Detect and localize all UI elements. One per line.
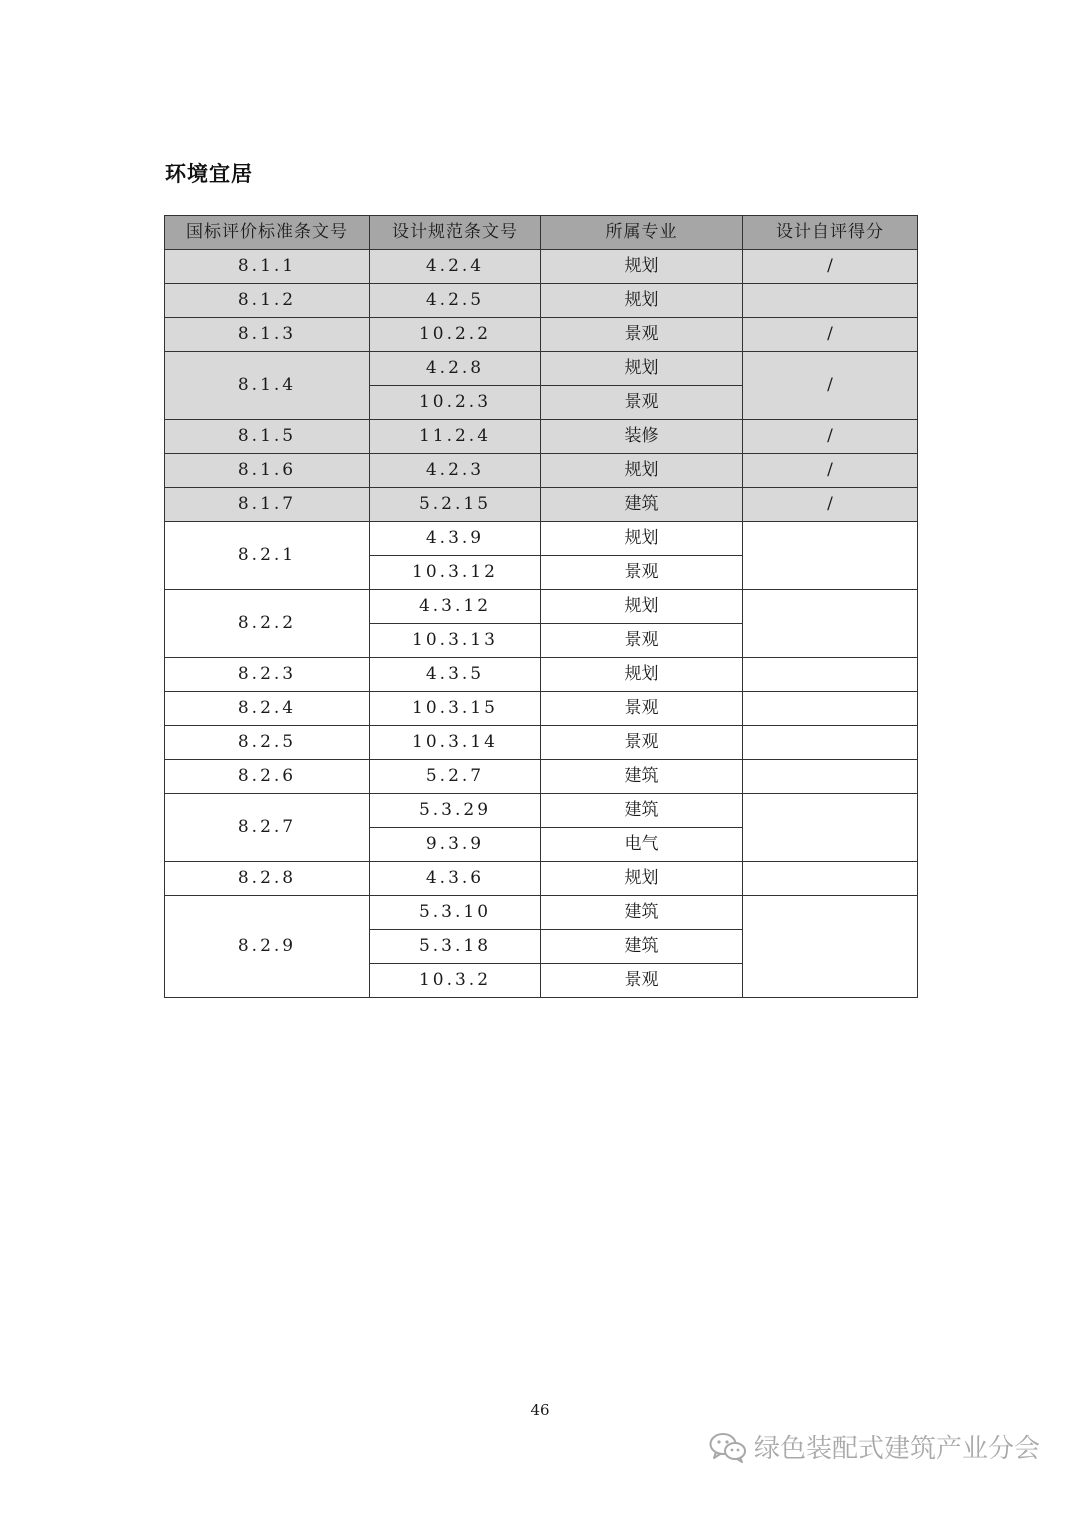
self-score-cell [743,896,918,998]
header-standard-clause: 国标评价标准条文号 [165,216,370,250]
section-heading: 环境宜居 [165,162,253,186]
design-clause-cell: 10.2.3 [370,386,541,420]
specialty-cell: 规划 [541,590,743,624]
self-score-cell: / [743,488,918,522]
design-clause-cell: 5.2.7 [370,760,541,794]
design-clause-cell: 10.2.2 [370,318,541,352]
design-clause-cell: 10.3.12 [370,556,541,590]
self-score-cell: / [743,454,918,488]
self-score-cell: / [743,420,918,454]
table-body [165,250,918,998]
table-row [165,760,918,794]
specialty-cell: 建筑 [541,930,743,964]
design-clause-cell: 9.3.9 [370,828,541,862]
design-clause-cell: 4.2.4 [370,250,541,284]
table-row [165,896,918,930]
standard-clause-cell: 8.1.2 [165,284,370,318]
self-score-cell [743,760,918,794]
table-row [165,726,918,760]
clause-table [164,215,918,998]
self-score-cell [743,284,918,318]
table-row [165,284,918,318]
design-clause-cell: 5.3.29 [370,794,541,828]
standard-clause-cell: 8.1.4 [165,352,370,420]
self-score-cell: / [743,318,918,352]
specialty-cell: 建筑 [541,896,743,930]
self-score-cell [743,590,918,658]
design-clause-cell: 4.2.3 [370,454,541,488]
specialty-cell: 电气 [541,828,743,862]
design-clause-cell: 10.3.15 [370,692,541,726]
standard-clause-cell: 8.1.1 [165,250,370,284]
standard-clause-cell: 8.2.1 [165,522,370,590]
standard-clause-cell: 8.2.8 [165,862,370,896]
standard-clause-cell: 8.2.5 [165,726,370,760]
standard-clause-cell: 8.2.9 [165,896,370,998]
specialty-cell: 规划 [541,352,743,386]
self-score-cell [743,522,918,590]
design-clause-cell: 4.3.6 [370,862,541,896]
self-score-cell [743,726,918,760]
specialty-cell: 景观 [541,624,743,658]
standard-clause-cell: 8.1.3 [165,318,370,352]
standard-clause-cell: 8.2.7 [165,794,370,862]
design-clause-cell: 10.3.2 [370,964,541,998]
wechat-icon [708,1431,748,1463]
specialty-cell: 规划 [541,284,743,318]
standard-clause-cell: 8.1.7 [165,488,370,522]
specialty-cell: 建筑 [541,760,743,794]
design-clause-cell: 10.3.13 [370,624,541,658]
design-clause-cell: 10.3.14 [370,726,541,760]
table-row [165,590,918,624]
design-clause-cell: 4.3.5 [370,658,541,692]
design-clause-cell: 4.2.8 [370,352,541,386]
table-row [165,658,918,692]
standard-clause-cell: 8.2.3 [165,658,370,692]
specialty-cell: 景观 [541,556,743,590]
self-score-cell [743,862,918,896]
specialty-cell: 景观 [541,386,743,420]
header-design-clause: 设计规范条文号 [370,216,541,250]
design-clause-cell: 5.2.15 [370,488,541,522]
table-row [165,522,918,556]
design-clause-cell: 5.3.18 [370,930,541,964]
table-row [165,794,918,828]
table-row [165,692,918,726]
specialty-cell: 建筑 [541,488,743,522]
specialty-cell: 规划 [541,250,743,284]
table-row [165,352,918,386]
design-clause-cell: 4.3.9 [370,522,541,556]
standard-clause-cell: 8.2.6 [165,760,370,794]
table-row [165,420,918,454]
design-clause-cell: 4.3.12 [370,590,541,624]
table-row [165,250,918,284]
table-row [165,488,918,522]
design-clause-cell: 5.3.10 [370,896,541,930]
specialty-cell: 规划 [541,522,743,556]
design-clause-cell: 11.2.4 [370,420,541,454]
table-row [165,318,918,352]
specialty-cell: 景观 [541,726,743,760]
watermark [708,1428,1040,1465]
standard-clause-cell: 8.2.4 [165,692,370,726]
standard-clause-cell: 8.1.5 [165,420,370,454]
specialty-cell: 建筑 [541,794,743,828]
design-clause-cell: 4.2.5 [370,284,541,318]
standard-clause-cell: 8.2.2 [165,590,370,658]
specialty-cell: 景观 [541,692,743,726]
header-self-score: 设计自评得分 [743,216,918,250]
standard-clause-cell: 8.1.6 [165,454,370,488]
specialty-cell: 规划 [541,658,743,692]
specialty-cell: 规划 [541,454,743,488]
self-score-cell [743,794,918,862]
specialty-cell: 装修 [541,420,743,454]
specialty-cell: 规划 [541,862,743,896]
self-score-cell: / [743,352,918,420]
specialty-cell: 景观 [541,964,743,998]
self-score-cell: / [743,250,918,284]
table-row [165,862,918,896]
watermark-text: 绿色装配式建筑产业分会 [754,1434,1041,1464]
specialty-cell: 景观 [541,318,743,352]
header-specialty: 所属专业 [541,216,743,250]
table-row [165,454,918,488]
table-header-row [165,216,918,250]
self-score-cell [743,692,918,726]
page-number: 46 [530,1401,550,1419]
self-score-cell [743,658,918,692]
